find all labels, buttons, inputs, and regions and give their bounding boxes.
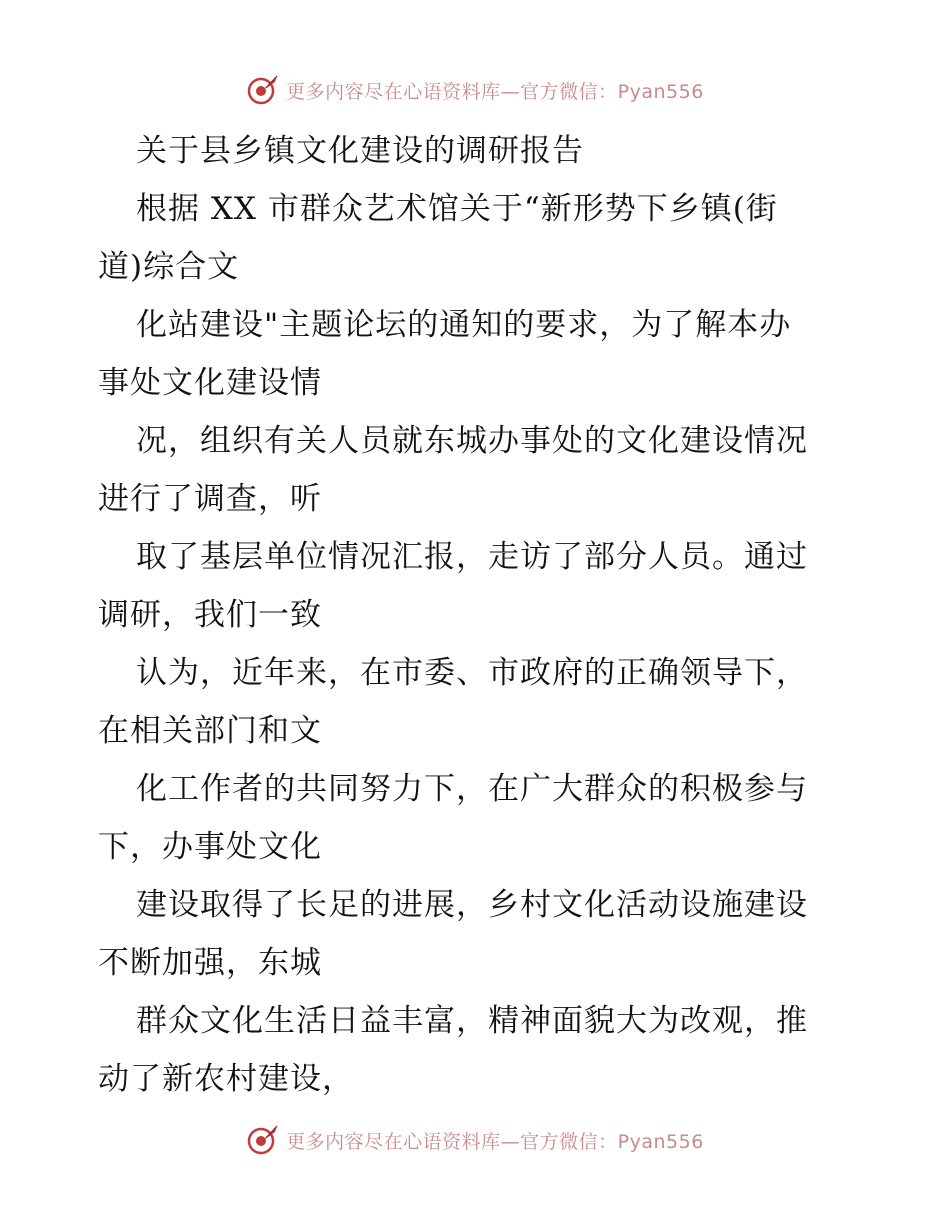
paragraph-line: 取了基层单位情况汇报，走访了部分人员。通过	[136, 539, 808, 575]
paragraph-line: 在相关部门和文	[98, 713, 322, 749]
paragraph-line: 化站建设"主题论坛的通知的要求，为了解本办	[136, 307, 792, 343]
paragraph-line: 动了新农村建设，	[98, 1061, 354, 1097]
quill-logo-icon	[246, 73, 280, 107]
watermark-text: 更多内容尽在心语资料库—官方微信：Pyan556	[286, 80, 704, 103]
paragraph-line: 调研，我们一致	[98, 597, 322, 633]
document-body	[98, 122, 868, 1108]
paragraph-line: 道)综合文	[98, 249, 240, 285]
footer-watermark-group	[246, 1123, 704, 1157]
paragraph-line: 化工作者的共同努力下，在广大群众的积极参与	[136, 771, 808, 807]
paragraph-line: 建设取得了长足的进展，乡村文化活动设施建设	[136, 887, 808, 923]
header-watermark-banner	[0, 70, 950, 110]
paragraph-line: 事处文化建设情	[98, 365, 322, 401]
document-title: 关于县乡镇文化建设的调研报告	[136, 133, 584, 169]
paragraph-line: 下，办事处文化	[98, 829, 322, 865]
paragraph-line: 群众文化生活日益丰富，精神面貌大为改观，推	[136, 1003, 808, 1039]
footer-watermark-banner	[0, 1120, 950, 1160]
paragraph-line: 认为，近年来，在市委、市政府的正确领导下，	[136, 655, 808, 691]
header-watermark-group	[246, 73, 704, 107]
paragraph-line: 不断加强，东城	[98, 945, 322, 981]
paragraph-line: 进行了调查，听	[98, 481, 322, 517]
quill-logo-icon	[246, 1123, 280, 1157]
watermark-text: 更多内容尽在心语资料库—官方微信：Pyan556	[286, 1130, 704, 1153]
paragraph-line: 根据 XX 市群众艺术馆关于“新形势下乡镇(街	[136, 191, 778, 227]
paragraph-line: 况，组织有关人员就东城办事处的文化建设情况	[136, 423, 808, 459]
